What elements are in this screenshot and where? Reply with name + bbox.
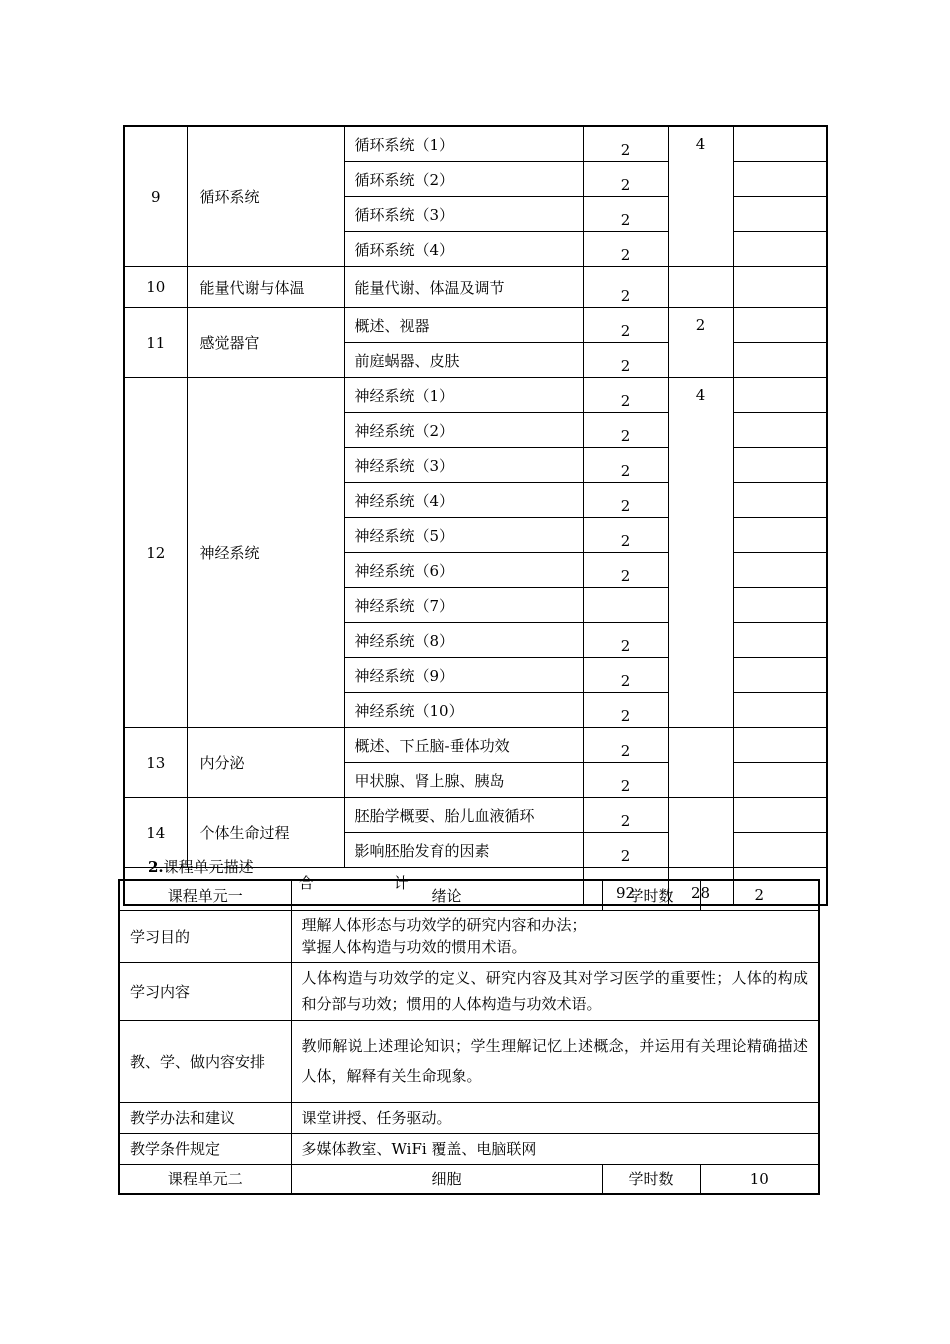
note-cell [733,553,827,588]
lab-hours: 4 [668,378,733,728]
arrangement-row [119,1020,819,1102]
unit1-hours-label: 学时数 [602,880,700,910]
method-row [119,1102,819,1133]
lecture-hours: 2 [583,553,668,588]
lecture-hours: 2 [583,763,668,798]
topic-name: 神经系统（3） [344,448,583,483]
total-label-a: 合 [298,874,314,892]
topic-name: 循环系统（4） [344,232,583,267]
lecture-hours [583,588,668,623]
section-heading [148,856,254,877]
topic-name: 神经系统（6） [344,553,583,588]
lecture-hours: 2 [583,798,668,833]
lecture-hours: 2 [583,126,668,162]
arrangement-label: 教、学、做内容安排 [119,1020,291,1102]
lab-hours [668,798,733,868]
topic-name: 神经系统（7） [344,588,583,623]
topic-name: 概述、下丘脑-垂体功效 [344,728,583,763]
unit-description-table [118,879,820,1195]
lecture-hours: 2 [583,308,668,343]
lecture-hours: 2 [583,232,668,267]
unit1-hours: 2 [700,880,819,910]
lab-hours [668,728,733,798]
arrangement-text: 教师解说上述理论知识；学生理解记忆上述概念，并运用有关理论精确描述人体，解释有关生命现象。 [291,1020,819,1102]
unit-number: 12 [124,378,187,728]
content-label: 学习内容 [119,962,291,1020]
note-cell [733,658,827,693]
unit1-header-row [119,880,819,910]
note-cell [733,378,827,413]
note-cell [733,267,827,308]
unit-number: 11 [124,308,187,378]
note-cell [733,413,827,448]
schedule-row [124,126,827,162]
lecture-hours: 2 [583,267,668,308]
unit-number: 10 [124,267,187,308]
unit-name: 神经系统 [187,378,344,728]
topic-name: 神经系统（5） [344,518,583,553]
unit-number: 13 [124,728,187,798]
condition-label: 教学条件规定 [119,1133,291,1164]
unit1-label: 课程单元一 [119,880,291,910]
unit1-name: 绪论 [291,880,602,910]
lab-hours [668,267,733,308]
note-cell [733,588,827,623]
unit-name: 感觉器官 [187,308,344,378]
goal-label: 学习目的 [119,910,291,962]
unit2-name: 细胞 [291,1164,602,1194]
schedule-row [124,308,827,343]
note-cell [733,833,827,868]
goal-content [291,910,819,962]
unit-number: 14 [124,798,187,868]
note-cell [733,448,827,483]
schedule-row [124,378,827,413]
unit-name: 能量代谢与体温 [187,267,344,308]
unit-number: 9 [124,126,187,267]
topic-name: 神经系统（4） [344,483,583,518]
lecture-hours: 2 [583,623,668,658]
section-title: 课程单元描述 [163,858,254,876]
lecture-hours: 2 [583,728,668,763]
lecture-hours: 2 [583,197,668,232]
unit2-header-row [119,1164,819,1194]
lecture-hours: 2 [583,162,668,197]
method-label: 教学办法和建议 [119,1102,291,1133]
note-cell [733,308,827,343]
note-cell [733,162,827,197]
topic-name: 甲状腺、肾上腺、胰岛 [344,763,583,798]
topic-name: 能量代谢、体温及调节 [344,267,583,308]
topic-name: 循环系统（3） [344,197,583,232]
topic-name: 神经系统（10） [344,693,583,728]
note-cell [733,693,827,728]
condition-text: 多媒体教室、WiFi 覆盖、电脑联网 [291,1133,819,1164]
content-text: 人体构造与功效学的定义、研究内容及其对学习医学的重要性；人体的构成和分部与功效；惯用的人体构造与功效术语。 [291,962,819,1020]
lecture-hours: 2 [583,658,668,693]
schedule-row [124,798,827,833]
topic-name: 神经系统（8） [344,623,583,658]
section-number: 2. [148,858,164,876]
method-text: 课堂讲授、任务驱动。 [291,1102,819,1133]
lab-hours: 4 [668,126,733,267]
total-lab: 28 [668,868,733,906]
total-hours: 92 [583,868,668,906]
unit2-label: 课程单元二 [119,1164,291,1194]
goal-line-2: 掌握人体构造与功效的惯用术语。 [301,938,527,956]
unit2-hours: 10 [700,1164,819,1194]
unit2-hours-label: 学时数 [602,1164,700,1194]
note-cell [733,197,827,232]
note-cell [733,623,827,658]
note-cell [733,728,827,763]
lecture-hours: 2 [583,833,668,868]
lecture-hours: 2 [583,343,668,378]
unit-name: 内分泌 [187,728,344,798]
topic-name: 概述、视器 [344,308,583,343]
goal-line-1: 理解人体形态与功效学的研究内容和办法； [301,916,587,934]
lecture-hours: 2 [583,448,668,483]
topic-name: 神经系统（1） [344,378,583,413]
schedule-table [123,125,828,906]
topic-name: 前庭蜗器、皮肤 [344,343,583,378]
lab-hours: 2 [668,308,733,378]
schedule-row [124,728,827,763]
topic-name: 循环系统（1） [344,126,583,162]
condition-row [119,1133,819,1164]
lecture-hours: 2 [583,518,668,553]
topic-name: 胚胎学概要、胎儿血液循环 [344,798,583,833]
topic-name: 循环系统（2） [344,162,583,197]
topic-name: 影响胚胎发育的因素 [344,833,583,868]
unit-name: 个体生命过程 [187,798,344,868]
note-cell [733,232,827,267]
note-cell [733,343,827,378]
lecture-hours: 2 [583,483,668,518]
topic-name: 神经系统（9） [344,658,583,693]
lecture-hours: 2 [583,693,668,728]
note-cell [733,763,827,798]
note-cell [733,126,827,162]
lecture-hours: 2 [583,378,668,413]
note-cell [733,518,827,553]
content-row [119,962,819,1020]
goal-row [119,910,819,962]
note-cell [733,483,827,518]
note-cell [733,798,827,833]
unit-name: 循环系统 [187,126,344,267]
topic-name: 神经系统（2） [344,413,583,448]
total-label-b: 计 [393,874,409,892]
schedule-row [124,267,827,308]
lecture-hours: 2 [583,413,668,448]
